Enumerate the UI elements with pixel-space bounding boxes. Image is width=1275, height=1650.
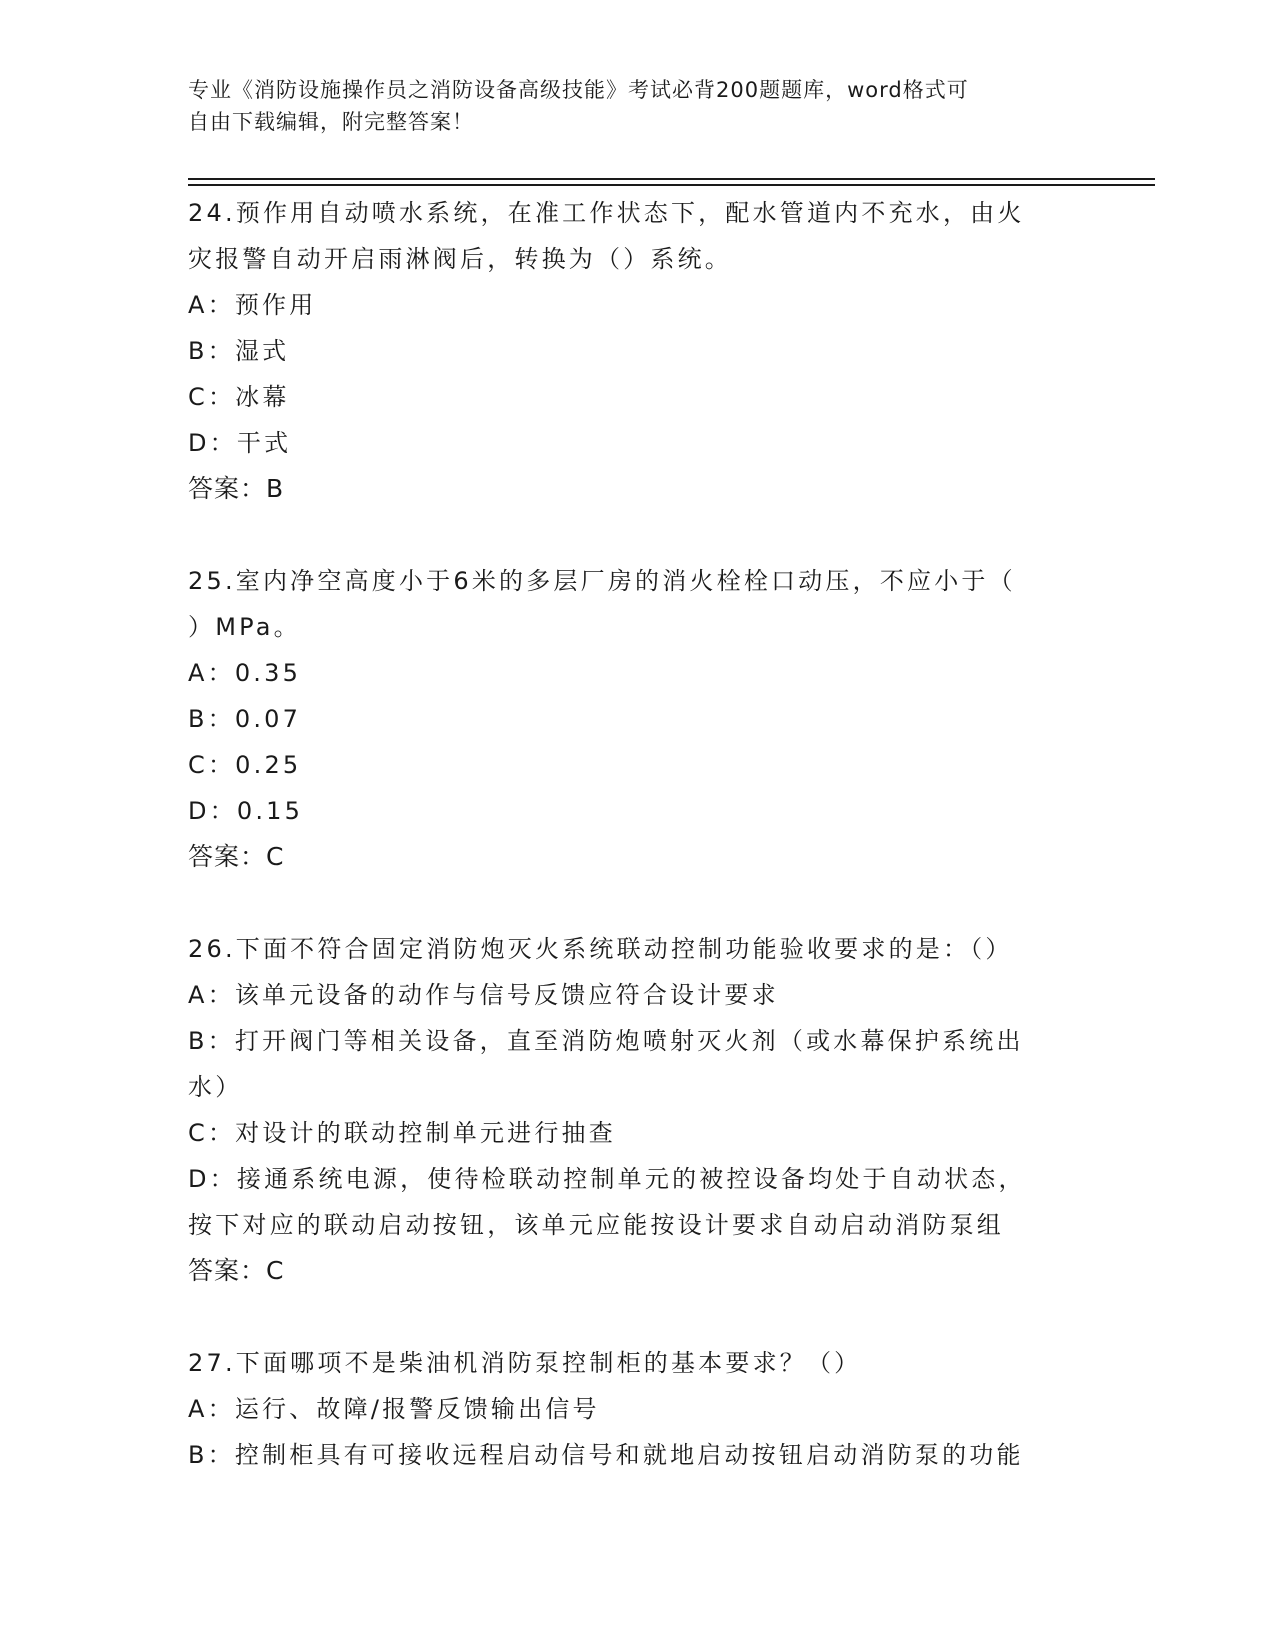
answer-option-line: D：接通系统电源，使待检联动控制单元的被控设备均处于自动状态， bbox=[188, 1165, 1026, 1193]
answer-option-line: 水） bbox=[188, 1073, 243, 1101]
answer-option-line: A：预作用 bbox=[188, 291, 317, 319]
question-stem-line: 25.室内净空高度小于6米的多层厂房的消火栓栓口动压，不应小于（ bbox=[188, 567, 1016, 595]
question-spacer bbox=[188, 880, 1088, 926]
question-block bbox=[188, 558, 1088, 880]
answer-option-line: B：控制柜具有可接收远程启动信号和就地启动按钮启动消防泵的功能 bbox=[188, 1441, 1024, 1469]
answer-option-line: A：运行、故障/报警反馈输出信号 bbox=[188, 1395, 600, 1423]
answer-option-line: C：冰幕 bbox=[188, 383, 290, 411]
header-line-2: 自由下载编辑，附完整答案！ bbox=[188, 110, 474, 134]
answer-option-line: C：0.25 bbox=[188, 751, 302, 779]
question-block bbox=[188, 190, 1088, 512]
question-block bbox=[188, 926, 1088, 1294]
question-block bbox=[188, 1340, 1088, 1478]
answer-option-line: C：对设计的联动控制单元进行抽查 bbox=[188, 1119, 616, 1147]
answer-option-line: A：0.35 bbox=[188, 659, 302, 687]
answer-option-line: D：0.15 bbox=[188, 797, 304, 825]
header-line-1: 专业《消防设施操作员之消防设备高级技能》考试必背200题题库，word格式可 bbox=[188, 78, 969, 102]
question-spacer bbox=[188, 512, 1088, 558]
answer-option-line: 按下对应的联动启动按钮，该单元应能按设计要求自动启动消防泵组 bbox=[188, 1211, 1004, 1239]
answer-option-line: B：0.07 bbox=[188, 705, 302, 733]
answer-key: 答案：C bbox=[188, 1256, 285, 1285]
answer-option-line: D：干式 bbox=[188, 429, 292, 457]
question-stem-line: 灾报警自动开启雨淋阀后，转换为（）系统。 bbox=[188, 245, 732, 273]
header-divider-bottom bbox=[188, 184, 1155, 186]
question-stem-line: 24.预作用自动喷水系统，在准工作状态下，配水管道内不充水，由火 bbox=[188, 199, 1025, 227]
answer-option-line: A：该单元设备的动作与信号反馈应符合设计要求 bbox=[188, 981, 779, 1009]
answer-key: 答案：B bbox=[188, 474, 285, 503]
answer-key: 答案：C bbox=[188, 842, 285, 871]
answer-option-line: B：打开阀门等相关设备，直至消防炮喷射灭火剂（或水幕保护系统出 bbox=[188, 1027, 1024, 1055]
header-divider-top bbox=[188, 178, 1155, 180]
answer-option-line: B：湿式 bbox=[188, 337, 290, 365]
question-stem-line: 26.下面不符合固定消防炮灭火系统联动控制功能验收要求的是：（） bbox=[188, 935, 1013, 963]
question-stem-line: 27.下面哪项不是柴油机消防泵控制柜的基本要求？（） bbox=[188, 1349, 862, 1377]
document-header bbox=[188, 74, 1088, 138]
question-stem-line: ）MPa。 bbox=[188, 613, 301, 641]
question-spacer bbox=[188, 1294, 1088, 1340]
question-list bbox=[188, 190, 1088, 1478]
